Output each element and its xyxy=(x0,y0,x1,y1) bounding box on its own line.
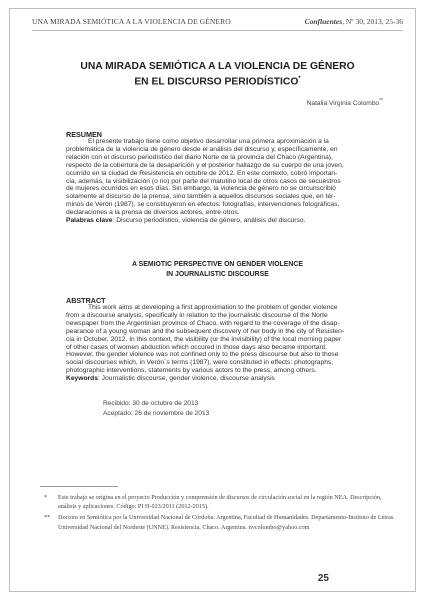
keywords-list: : Journalistic discourse, gender violence, discourse analysis xyxy=(97,375,275,383)
english-title xyxy=(40,260,395,280)
resumen-line: El presente trabajo tiene como objetivo desarrollar una primera aproximación a la xyxy=(88,138,329,145)
resumen-body xyxy=(66,138,369,225)
palabras-clave-label: Palabras clave xyxy=(66,217,113,225)
footnote-mark: * xyxy=(44,494,48,501)
abstract-line: photographic interventions, statements by various actors to the press, among others. xyxy=(66,367,317,375)
author-name: Natalia Virginia Colombo xyxy=(306,100,380,108)
running-head-journal xyxy=(305,17,403,26)
abstract-line: of other cases of women abduction which occured in those days also became important. xyxy=(66,343,327,351)
palabras-clave-list: : Discurso periodístico, violencia de género, análisis del discurso. xyxy=(112,217,306,225)
resumen-line: problemática de la violencia de género desde el análisis del discurso y, específicamente, en xyxy=(66,145,338,153)
abstract-line: newspaper from the Argentinian province of Chaco, with regard to the coverage of the disap- xyxy=(66,319,340,327)
issue-info: , Nº 30, 2013, 25-36 xyxy=(342,17,403,26)
resumen-line: minos de Verón (1987), se constituyeron en efectos: fotografías, intervenciones fotográficas, xyxy=(66,201,340,209)
article-dates xyxy=(103,399,209,418)
header-rule xyxy=(32,30,403,31)
resumen-heading: RESUMEN xyxy=(66,130,102,139)
footnote-text: Doctora en Semiótica por la Universidad Nacional de Córdoba. Argentina, Facultad de Humanidades. Departamento-Instituto de Letras. Universidad Nacional del Nordeste (UNNE). Resistencia, Chaco. Argentina. nvcolombo@yahoo.com xyxy=(58,514,395,531)
english-title-line-1: A SEMIOTIC PERSPECTIVE ON GENDER VIOLENCE xyxy=(132,261,303,268)
abstract-line: This work aims at developing a first approximation to the problem of gender violence xyxy=(88,304,338,311)
resumen-line: cia, además, la visibilización (o no) por parte del matutino local de otros casos de secuestros xyxy=(66,177,341,185)
resumen-line: respecto de la cobertura de la desaparición y el posterior hallazgo de su cuerpo de una joven, xyxy=(66,161,344,169)
author xyxy=(307,98,383,107)
keywords-label: Keywords xyxy=(66,375,98,383)
abstract-heading: ABSTRACT xyxy=(66,296,106,305)
footnote-text: Este trabajo se origina en el proyecto Producción y comprensión de discursos de circulación social en la región NEA. Descripción, análisis y aplicaciones. Código: PI H-023/2011 (2012-2015). xyxy=(58,494,382,511)
abstract-line: cia in October, 2012. In this context, the visibility (or the invisibility) of the local morning paper xyxy=(66,335,342,343)
footnote-rule xyxy=(40,486,118,487)
keywords xyxy=(66,375,369,383)
accepted-date: Aceptado: 26 de noviembre de 2013 xyxy=(103,409,210,417)
journal-page xyxy=(9,8,416,592)
resumen-line: de mujeres ocurridos en esos días. Sin embargo, la violencia de género no se circunscribió xyxy=(66,185,336,193)
title-line-2: EN EL DISCURSO PERIODÍSTICO xyxy=(134,76,299,88)
author-footnote-mark: ** xyxy=(379,98,383,104)
resumen-line: ocurrido en la ciudad de Resistencia en octubre de 2012. En este contexto, cobró importan- xyxy=(66,169,338,177)
footnotes xyxy=(44,493,395,534)
resumen-line: relación con el discurso periodístico del diario Norte de la provincia del Chaco (Argentina), xyxy=(66,153,333,161)
abstract-line: from a discourse analysis, specifically in relation to the journalistic discourse of the Norte xyxy=(66,311,328,319)
english-title-line-2: IN JOURNALISTIC DISCOURSE xyxy=(166,271,269,278)
palabras-clave xyxy=(66,217,369,225)
page-number: 25 xyxy=(317,573,329,584)
running-head-title: UNA MIRADA SEMIÓTICA A LA VIOLENCIA DE GÉNERO xyxy=(32,17,231,26)
abstract-line: However, the gender violence was not confined only to the press discourse but also to those xyxy=(66,351,339,359)
footnote xyxy=(44,493,395,511)
abstract-line: social discourses which, in Verón´s terms (1987), were constituted in effects: photographs, xyxy=(66,359,334,367)
title-line-2-wrap xyxy=(40,73,395,88)
received-date: Recibido: 30 de octubre de 2013 xyxy=(103,400,199,407)
article-title xyxy=(40,61,395,88)
resumen-line: solamente al discurso de la prensa, sino también a aquellos discursos sociales que, en tér- xyxy=(66,193,336,201)
abstract-body xyxy=(66,304,369,383)
resumen-line: declaraciones a la prensa de diversos actores, entre otros. xyxy=(66,209,240,217)
title-line-1: UNA MIRADA SEMIÓTICA A LA VIOLENCIA DE GÉNERO xyxy=(80,61,355,72)
abstract-line: pearance of a young woman and the subsequent discovery of her body in the city of Resisten- xyxy=(66,327,345,335)
footnote xyxy=(44,513,395,531)
title-footnote-mark: * xyxy=(298,76,301,82)
running-head xyxy=(32,17,403,29)
journal-name: Confluentes xyxy=(304,17,343,26)
footnote-mark: ** xyxy=(44,514,51,522)
